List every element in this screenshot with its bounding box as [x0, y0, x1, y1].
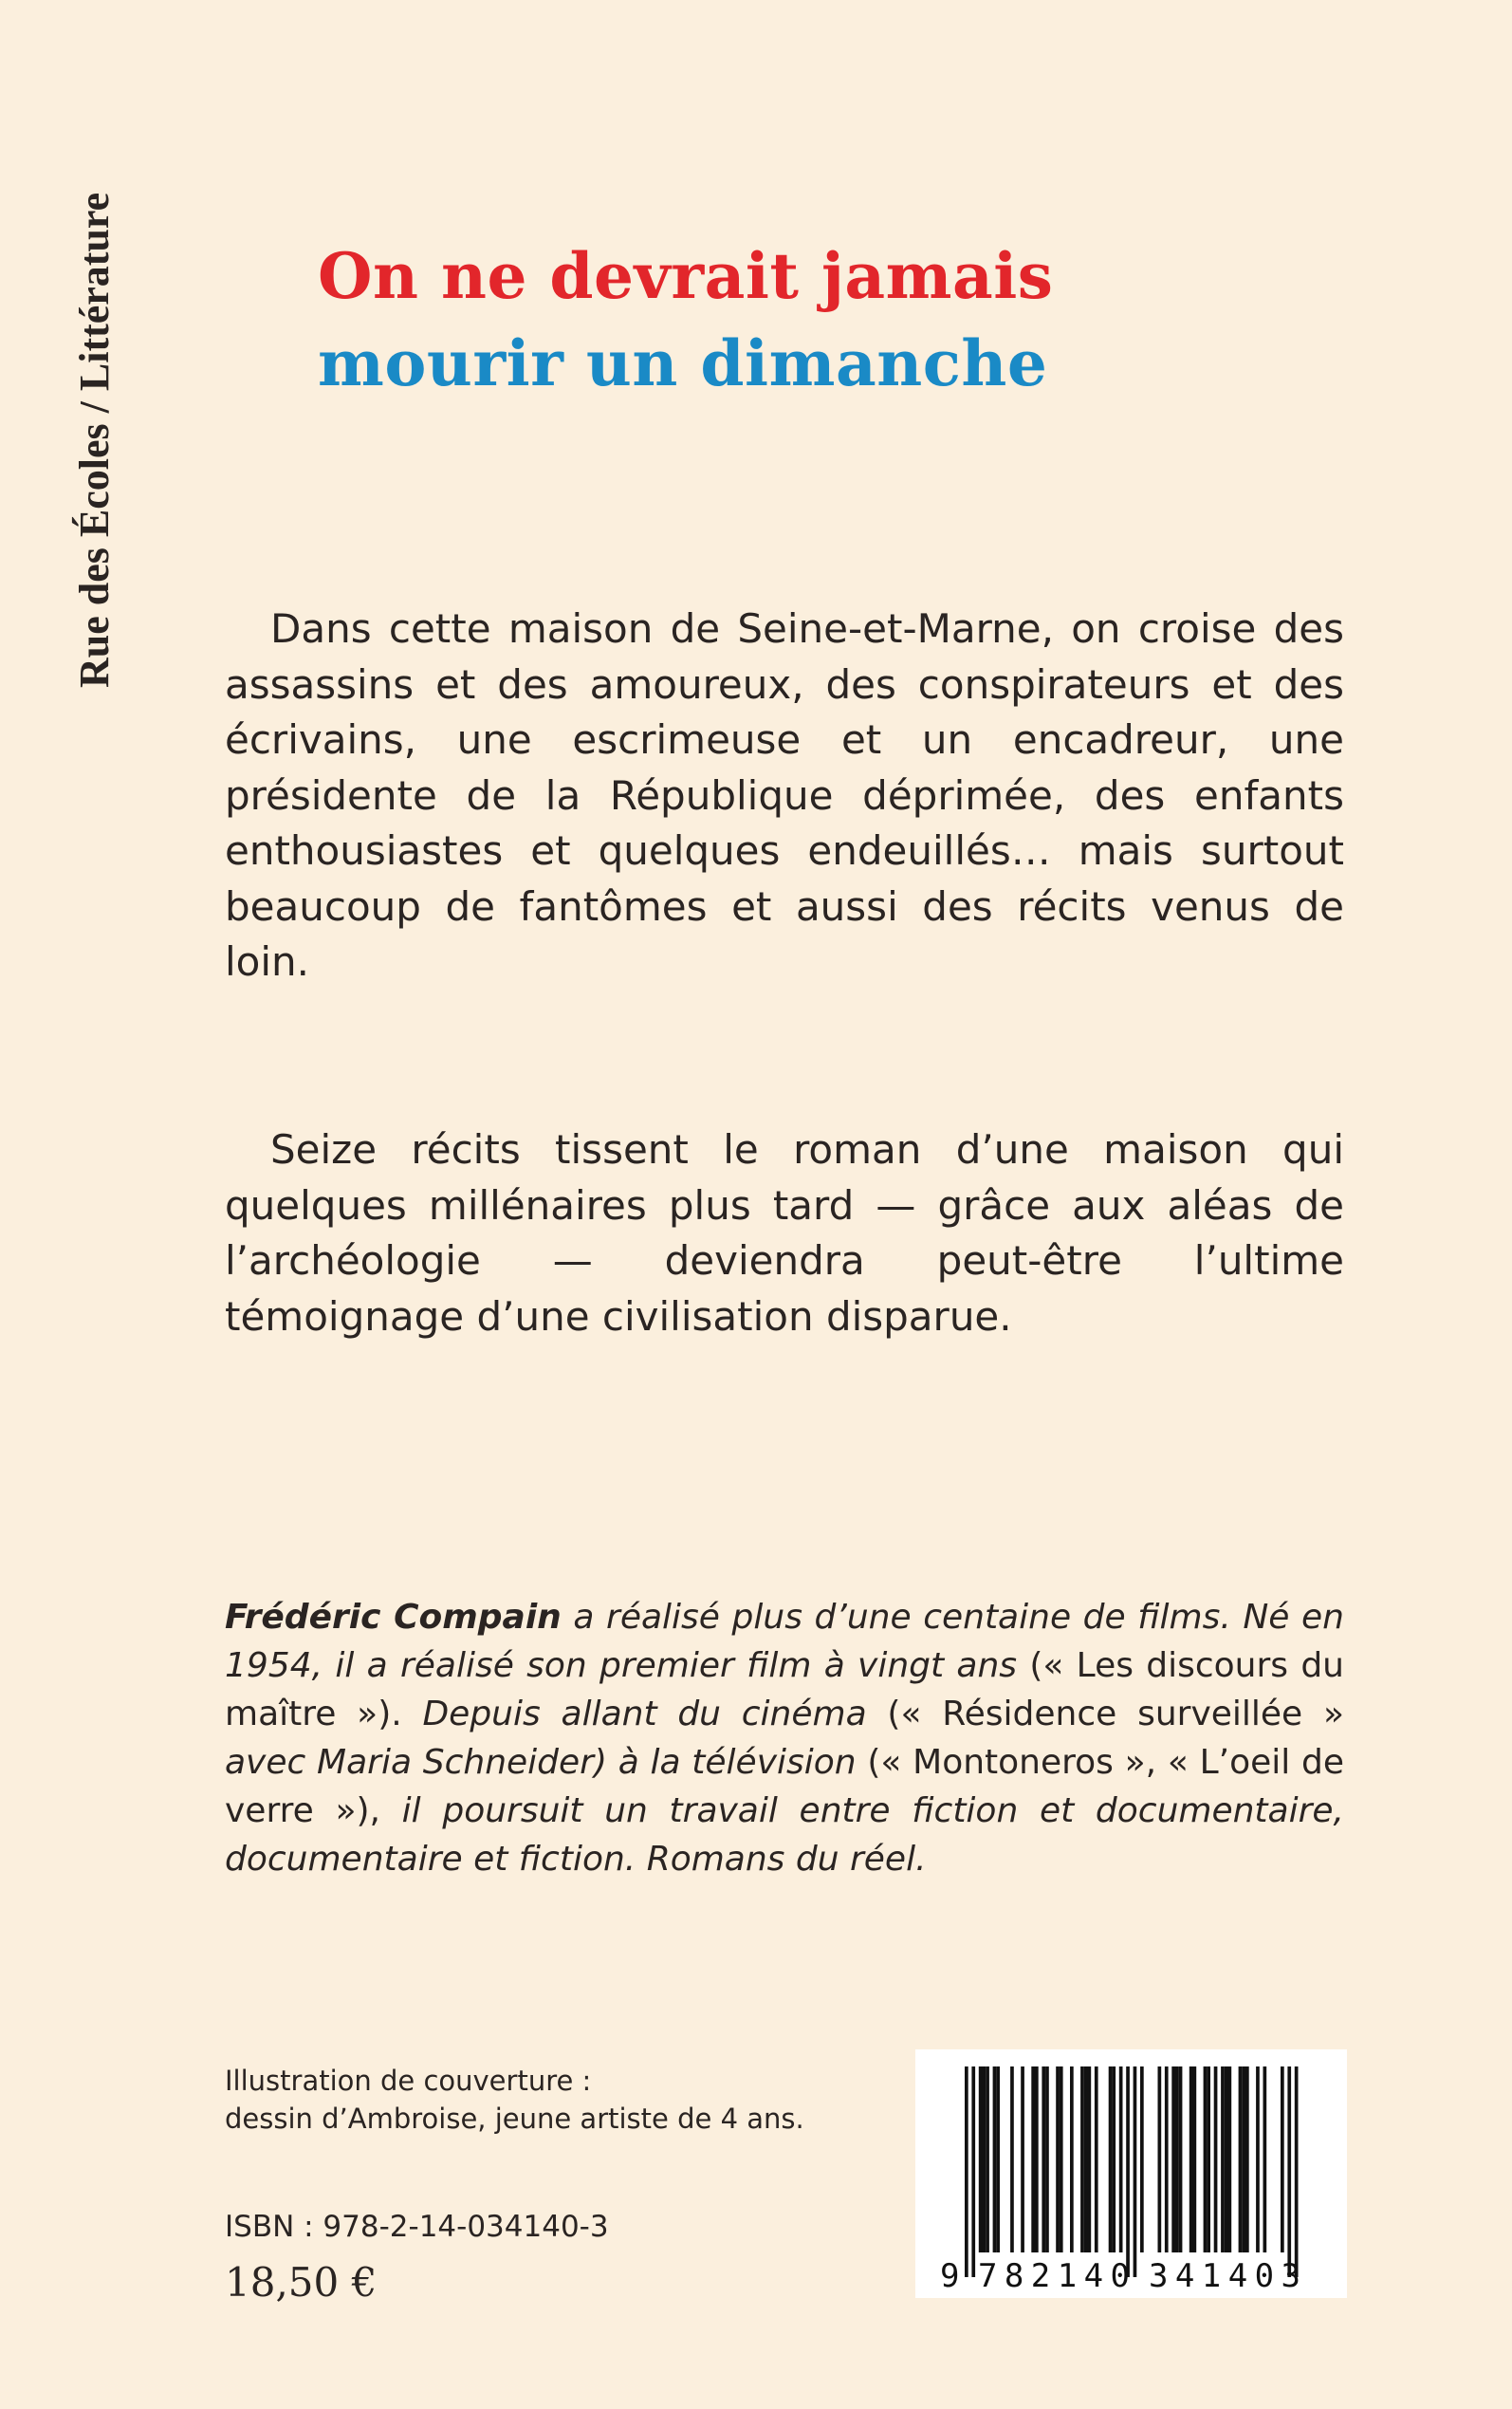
illustration-credit-line-1: Illustration de couverture :	[225, 2065, 592, 2097]
author-bio	[225, 1593, 1344, 1883]
barcode-bar	[1263, 2066, 1267, 2252]
barcode-bar	[1225, 2066, 1228, 2252]
barcode-bar	[1031, 2066, 1035, 2252]
barcode	[915, 2049, 1347, 2298]
bio-segment: a réalisé plus d’une centaine de films. Né en 1954, il a réalisé son premier film à vingt ans	[225, 1598, 1344, 1685]
barcode-bar	[1126, 2066, 1130, 2277]
barcode-bar	[1287, 2066, 1291, 2277]
barcode-bar	[1175, 2066, 1179, 2252]
bio-segment: avec Maria Schneider) à la télévision	[225, 1743, 868, 1782]
barcode-bar	[1042, 2066, 1045, 2252]
barcode-bar	[1070, 2066, 1074, 2252]
barcode-bar	[996, 2066, 1000, 2252]
barcode-bar	[1021, 2066, 1024, 2252]
author-name: Frédéric Compain	[225, 1598, 562, 1637]
synopsis-paragraph-1: Dans cette maison de Seine-et-Marne, on croise des assassins et des amoureux, des conspirateurs et des écrivains, une escrimeuse et un encadreur, une présidente de la République déprimée, des enfants enthousiastes et quelques endeuillés… mais surtout beaucoup de fantômes et aussi des récits venus de loin.	[225, 605, 1344, 985]
barcode-bar	[1140, 2066, 1144, 2252]
barcode-graphic	[915, 2049, 1347, 2298]
barcode-bar	[1189, 2066, 1193, 2252]
barcode-bar	[1158, 2066, 1162, 2252]
barcode-bar	[1134, 2066, 1137, 2277]
barcode-bar	[993, 2066, 997, 2252]
synopsis-paragraph-2: Seize récits tissent le roman d’une maison qui quelques millénaires plus tard — grâce aux aléas de l’archéologie — deviendra peut-être l’ultime témoignage d’une civilisation disparue.	[225, 1126, 1344, 1340]
barcode-bar	[971, 2066, 975, 2277]
barcode-bar	[1045, 2066, 1049, 2252]
bio-segment: (« Résidence surveillée »	[887, 1695, 1344, 1733]
spine-collection-label: Rue des Écoles / Littérature	[71, 192, 118, 688]
price: 18,50 €	[225, 2259, 378, 2306]
barcode-bar	[1281, 2066, 1284, 2252]
bio-segment: Depuis allant du cinéma	[401, 1695, 888, 1733]
barcode-bar	[1165, 2066, 1169, 2252]
barcode-bar	[1109, 2066, 1113, 2252]
barcode-bar	[1080, 2066, 1084, 2252]
barcode-bar	[1084, 2066, 1088, 2252]
barcode-bar	[1295, 2066, 1299, 2277]
barcode-bar	[1179, 2066, 1183, 2252]
bio-segment: (« Les discours du maître »).	[225, 1646, 1344, 1733]
barcode-bar	[1088, 2066, 1092, 2252]
bio-segment: (« Montoneros », « L’oeil de verre »),	[225, 1743, 1344, 1830]
barcode-bar	[1242, 2066, 1245, 2252]
book-title-line-1: On ne devrait jamais	[318, 239, 1054, 313]
book-title	[318, 232, 1361, 407]
isbn: ISBN : 978-2-14-034140-3	[225, 2210, 609, 2244]
barcode-bar	[1256, 2066, 1260, 2252]
barcode-bar	[1056, 2066, 1060, 2252]
barcode-bar	[983, 2066, 986, 2252]
book-title-line-2: mourir un dimanche	[318, 326, 1048, 400]
barcode-bar	[1204, 2066, 1208, 2252]
barcode-bar	[1095, 2066, 1098, 2252]
barcode-bar	[1245, 2066, 1249, 2252]
barcode-digits-left: 782140	[978, 2257, 1130, 2295]
barcode-bar	[1214, 2066, 1218, 2252]
illustration-credit	[225, 2062, 889, 2138]
barcode-bar	[1239, 2066, 1243, 2252]
bio-segment: il poursuit un travail entre fiction et documentaire, documentaire et fiction. Romans du réel.	[225, 1791, 1344, 1879]
barcode-bar	[1228, 2066, 1232, 2252]
barcode-bar	[1119, 2066, 1123, 2252]
barcode-bar	[1193, 2066, 1197, 2252]
barcode-digits-right: 341403	[1149, 2257, 1300, 2295]
barcode-bar	[979, 2066, 983, 2252]
barcode-bar	[1060, 2066, 1063, 2252]
barcode-bar	[1171, 2066, 1175, 2252]
barcode-bar	[1010, 2066, 1014, 2252]
barcode-bar	[1112, 2066, 1116, 2252]
barcode-bar	[1221, 2066, 1225, 2252]
barcode-bar	[965, 2066, 968, 2277]
barcode-bar	[986, 2066, 989, 2252]
illustration-credit-line-2: dessin d’Ambroise, jeune artiste de 4 ans.	[225, 2103, 804, 2135]
barcode-digit-first: 9	[940, 2257, 960, 2295]
barcode-bar	[1035, 2066, 1039, 2252]
barcode-bar	[1207, 2066, 1210, 2252]
